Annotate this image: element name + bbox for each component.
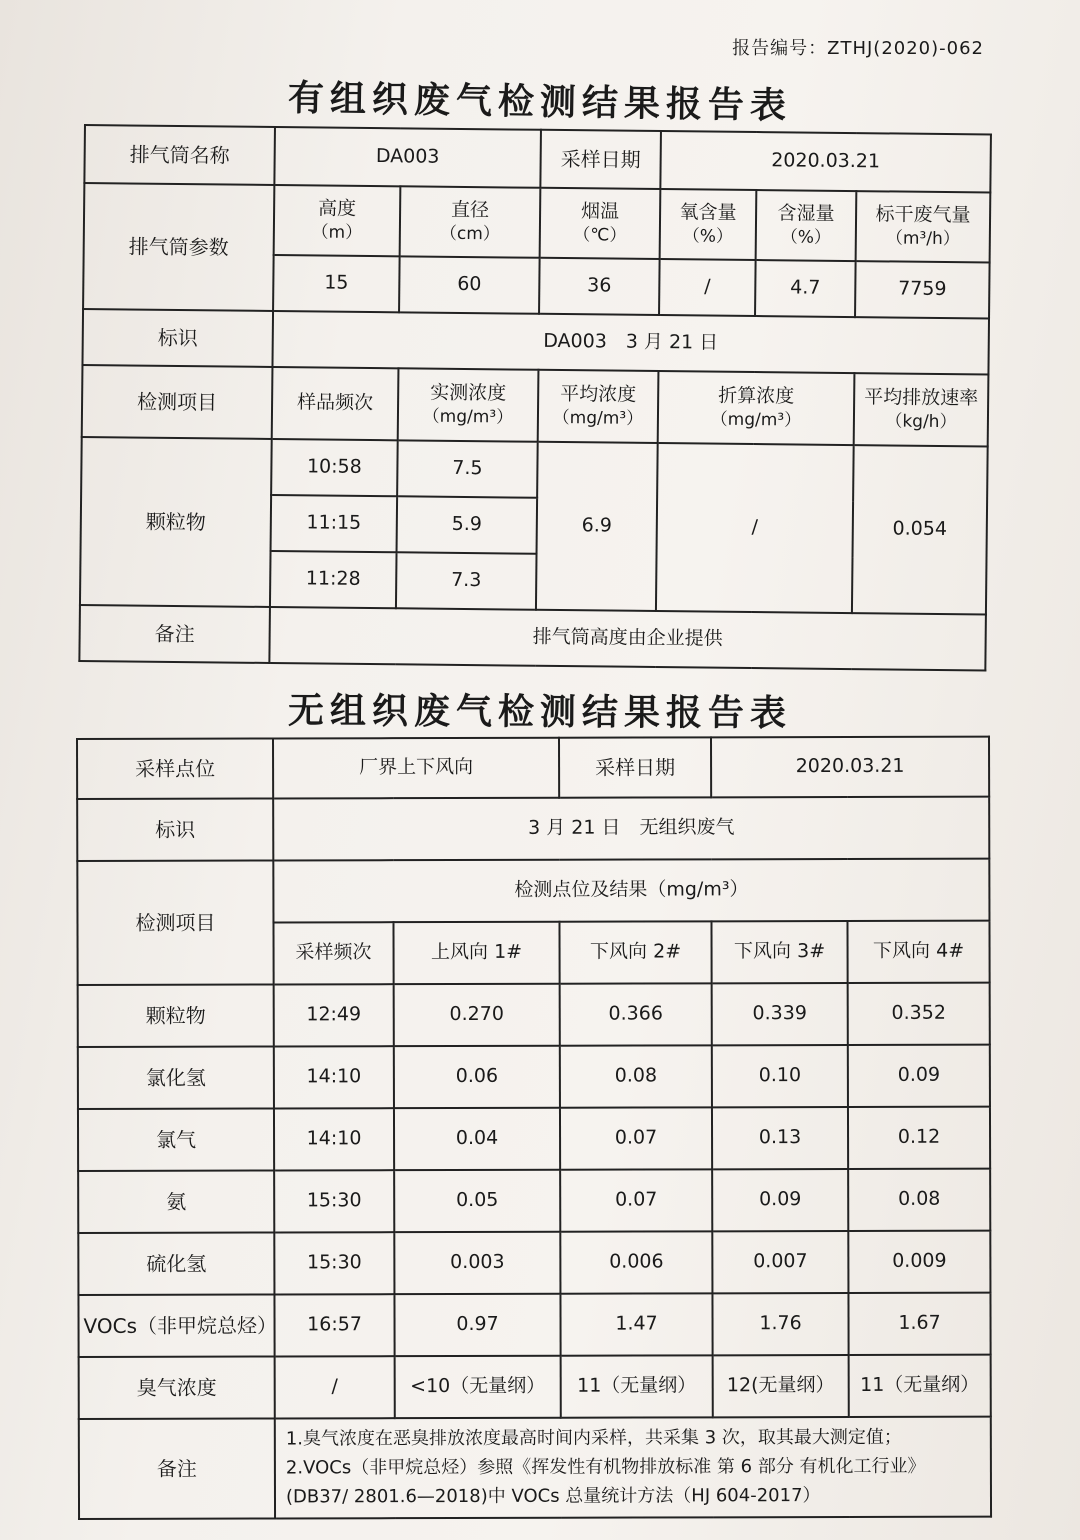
result-value: 11（无量纲） (561, 1355, 713, 1417)
result-value: 11（无量纲） (849, 1355, 991, 1417)
item-name: 颗粒物 (78, 984, 274, 1047)
sample-date: 2020.03.21 (711, 737, 989, 798)
sample-date: 2020.03.21 (660, 131, 991, 192)
param-value: 60 (399, 256, 540, 313)
point-header: 上风向 1# (393, 922, 559, 984)
col-header: 平均排放速率 （kg/h） (854, 373, 989, 446)
result-value: 0.09 (848, 1045, 990, 1107)
param-value: 36 (539, 258, 660, 315)
unorganized-emission-table (76, 736, 992, 1521)
param-header: 标干废气量 （m³/h） (856, 191, 991, 262)
sample-date-label: 采样日期 (559, 737, 711, 797)
pollutant-name: 颗粒物 (80, 437, 272, 607)
stack-params-label: 排气筒参数 (83, 183, 274, 311)
result-value: 0.270 (394, 984, 560, 1046)
result-value: 0.352 (848, 983, 990, 1045)
result-value: 0.10 (712, 1045, 848, 1107)
param-header: 直径 （cm） (400, 186, 541, 257)
point-header: 下风向 2# (559, 921, 711, 983)
remark-line: (DB37/ 2801.6—2018)中 VOCs 总量统计方法（HJ 604-2017） (285, 1484, 821, 1508)
stack-name: DA003 (274, 127, 541, 188)
table-row (78, 1107, 990, 1171)
site-value: 厂界上下风向 (273, 738, 559, 799)
col-header: 样品频次 (272, 367, 399, 440)
sample-time: 10:58 (271, 439, 398, 496)
col-header: 实测浓度 （mg/m³） (398, 368, 539, 441)
table-row (78, 1045, 990, 1109)
result-value: <10（无量纲） (395, 1356, 561, 1418)
result-value: 0.003 (394, 1232, 560, 1294)
item-label: 检测项目 (82, 365, 273, 439)
converted-conc: / (656, 443, 854, 613)
result-value: 1.47 (560, 1293, 712, 1355)
col-header: 平均浓度 （mg/m³） (538, 370, 659, 443)
remark-label: 备注 (79, 605, 270, 663)
mark-value: DA003 3 月 21 日 (272, 311, 989, 374)
remark-text: 排气筒高度由企业提供 (269, 607, 986, 670)
report-number: 报告编号：ZTHJ(2020)-062 (732, 38, 984, 59)
result-value: 0.97 (394, 1294, 560, 1356)
sample-time: 14:10 (274, 1046, 394, 1108)
sample-time: 15:30 (274, 1232, 394, 1294)
measured-conc: 7.5 (397, 440, 538, 497)
measured-conc: 5.9 (397, 496, 538, 553)
freq-label: 采样频次 (273, 922, 393, 984)
result-value: 0.08 (848, 1169, 990, 1231)
result-value: 0.009 (848, 1231, 990, 1293)
site-label: 采样点位 (77, 738, 273, 799)
item-name: 氯化氢 (78, 1046, 274, 1109)
sample-time: 12:49 (274, 984, 394, 1046)
table-row (78, 1169, 990, 1233)
sample-time: 11:28 (270, 551, 397, 608)
result-value: 12(无量纲） (713, 1355, 849, 1417)
result-value: 0.04 (394, 1108, 560, 1170)
table-row (78, 1293, 990, 1357)
table2-title: 无组织废气检测结果报告表 (287, 689, 793, 735)
result-value: 0.007 (712, 1231, 848, 1293)
sample-date-label: 采样日期 (540, 130, 661, 189)
measured-conc: 7.3 (396, 552, 537, 609)
remark-line: 1.臭气浓度在恶臭排放浓度最高时间内采样，共采集 3 次，取其最大测定值； (285, 1426, 902, 1450)
point-header: 下风向 3# (711, 921, 847, 983)
param-header: 烟温 （℃） (540, 188, 661, 259)
result-value: 0.12 (848, 1107, 990, 1169)
result-value: 0.366 (560, 983, 712, 1045)
result-value: 0.08 (560, 1045, 712, 1107)
item-name: 氨 (78, 1170, 274, 1233)
avg-rate: 0.054 (852, 445, 988, 614)
param-value: 7759 (855, 261, 990, 318)
mark-value: 3 月 21 日 无组织废气 (273, 797, 989, 861)
point-header: 下风向 4# (847, 921, 989, 983)
result-header: 检测点位及结果（mg/m³） (273, 859, 989, 923)
item-label: 检测项目 (77, 860, 273, 985)
remark-line: 2.VOCs（非甲烷总烃）参照《挥发性有机物排放标准 第 6 部分 有机化工行业》 (285, 1455, 926, 1479)
param-value: 4.7 (755, 260, 856, 317)
result-value: 0.07 (560, 1107, 712, 1169)
table-row (78, 1231, 990, 1295)
mark-label: 标识 (77, 798, 273, 861)
table-row (78, 983, 990, 1047)
result-value: 0.006 (560, 1231, 712, 1293)
result-value: 0.09 (712, 1169, 848, 1231)
remark-label: 备注 (79, 1418, 275, 1519)
param-value: / (659, 259, 756, 316)
result-value: 0.07 (560, 1169, 712, 1231)
organized-emission-table (78, 124, 992, 671)
sample-time: 15:30 (274, 1170, 394, 1232)
param-header: 含湿量 （%） (756, 190, 857, 261)
result-value: 1.67 (848, 1293, 990, 1355)
stack-name-label: 排气筒名称 (84, 125, 275, 185)
item-name: VOCs（非甲烷总烃） (78, 1294, 274, 1357)
item-name: 硫化氢 (78, 1232, 274, 1295)
result-value: 0.13 (712, 1107, 848, 1169)
avg-conc: 6.9 (536, 442, 658, 611)
result-value: 0.339 (712, 983, 848, 1045)
sample-time: / (275, 1356, 395, 1418)
sample-time: 16:57 (274, 1294, 394, 1356)
remark-notes (275, 1417, 991, 1519)
result-value: 0.05 (394, 1170, 560, 1232)
table1-title: 有组织废气检测结果报告表 (287, 77, 793, 127)
param-value: 15 (273, 255, 400, 312)
sample-time: 11:15 (271, 495, 398, 552)
param-header: 高度 （m） (274, 185, 401, 256)
mark-label: 标识 (82, 309, 273, 367)
col-header: 折算浓度 （mg/m³） (658, 371, 855, 445)
table-row (79, 1355, 991, 1419)
item-name: 臭气浓度 (79, 1356, 275, 1419)
result-value: 0.06 (394, 1046, 560, 1108)
result-value: 1.76 (712, 1293, 848, 1355)
item-name: 氯气 (78, 1108, 274, 1171)
param-header: 氧含量 （%） (660, 189, 757, 260)
sample-time: 14:10 (274, 1108, 394, 1170)
